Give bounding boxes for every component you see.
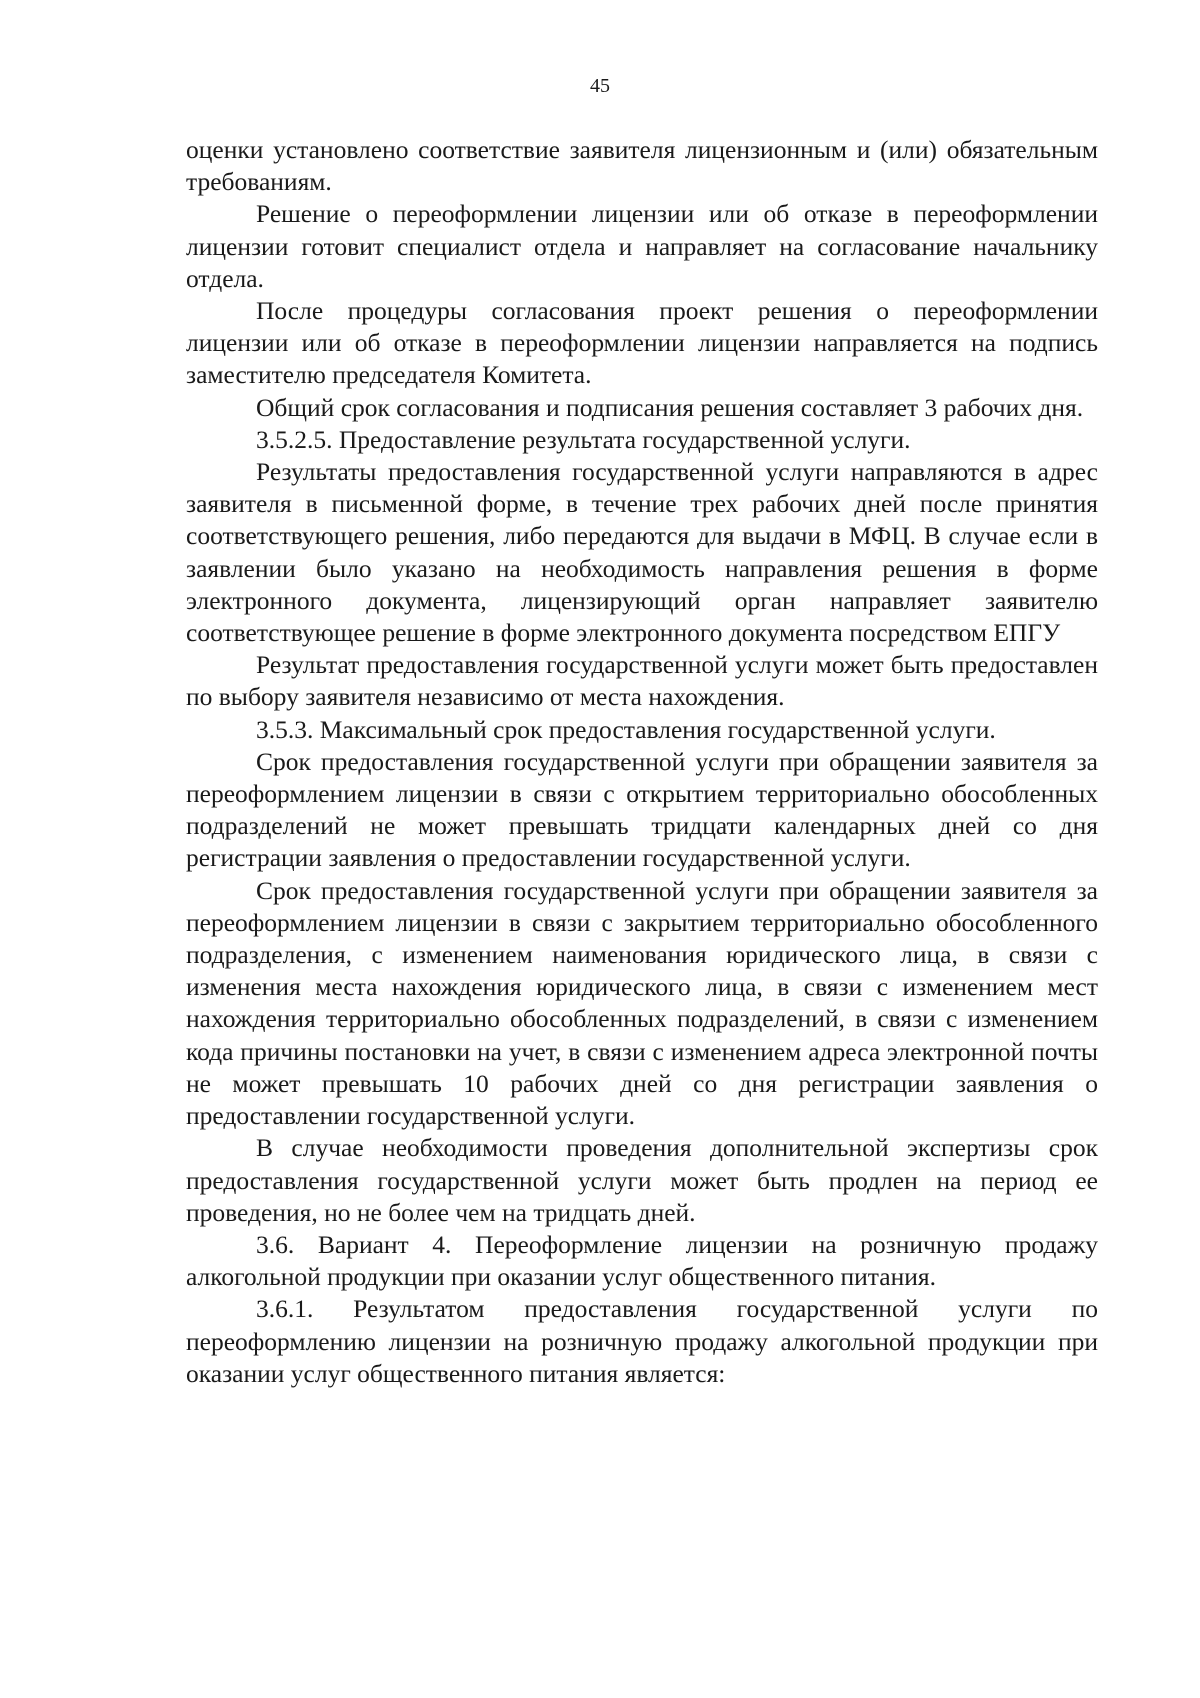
paragraph-term-other-changes: Срок предоставления государственной услуги при обращении заявителя за переоформлением лицензии в связи с закрытием территориально обособленного подразделения, с изменением наименования юридического лица, в связи с изменения места нахождения юридического лица, в связи с изменением мест нахождения территориально обособленных подразделений, в связи с изменением кода причины постановки на учет, в связи с изменением адреса электронной почты не может превышать 10 рабочих дней со дня регистрации заявления о предоставлении государственной услуги. <box>186 875 1098 1131</box>
paragraph-approval-procedure: После процедуры согласования проект решения о переоформлении лицензии или об отказе в переоформлении лицензии направляется на подпись заместителю председателя Комитета. <box>186 296 1098 390</box>
paragraph-approval-term: Общий срок согласования и подписания решения составляет 3 рабочих дня. <box>256 392 1084 422</box>
section-heading-3-6-1: 3.6.1. Результатом предоставления государственной услуги по переоформлению лицензии на розничную продажу алкогольной продукции при оказании услуг общественного питания является: <box>186 1294 1098 1388</box>
section-heading-3-5-3: 3.5.3. Максимальный срок предоставления государственной услуги. <box>256 714 996 744</box>
paragraph-term-opening-subdivisions: Срок предоставления государственной услуги при обращении заявителя за переоформлением лицензии в связи с открытием территориально обособленных подразделений не может превышать тридцати календарных дней со дня регистрации заявления о предоставлении государственной услуги. <box>186 746 1098 873</box>
paragraph-result-delivery: Результаты предоставления государственной услуги направляются в адрес заявителя в письменной форме, в течение трех рабочих дней после принятия соответствующего решения, либо передаются для выдачи в МФЦ. В случае если в заявлении было указано на необходимость направления решения в форме электронного документа, лицензирующий орган направляет заявителю соответствующее решение в форме электронного документа посредством ЕПГУ <box>186 457 1098 648</box>
paragraph-decision-preparation: Решение о переоформлении лицензии или об отказе в переоформлении лицензии готовит специалист отдела и направляет на согласование начальнику отдела. <box>186 199 1098 293</box>
paragraph-assessment-continuation: оценки установлено соответствие заявителя лицензионным и (или) обязательным требованиям. <box>186 135 1098 197</box>
page-number: 45 <box>590 75 610 97</box>
paragraph-term-extension: В случае необходимости проведения дополнительной экспертизы срок предоставления государственной услуги может быть продлен на период ее проведения, но не более чем на тридцать дней. <box>186 1133 1098 1227</box>
section-heading-3-6: 3.6. Вариант 4. Переоформление лицензии на розничную продажу алкогольной продукции при оказании услуг общественного питания. <box>186 1229 1098 1292</box>
section-heading-3-5-2-5: 3.5.2.5. Предоставление результата государственной услуги. <box>256 424 911 454</box>
paragraph-result-location: Результат предоставления государственной услуги может быть предоставлен по выбору заявителя независимо от места нахождения. <box>186 650 1098 712</box>
document-body <box>186 134 1098 1390</box>
